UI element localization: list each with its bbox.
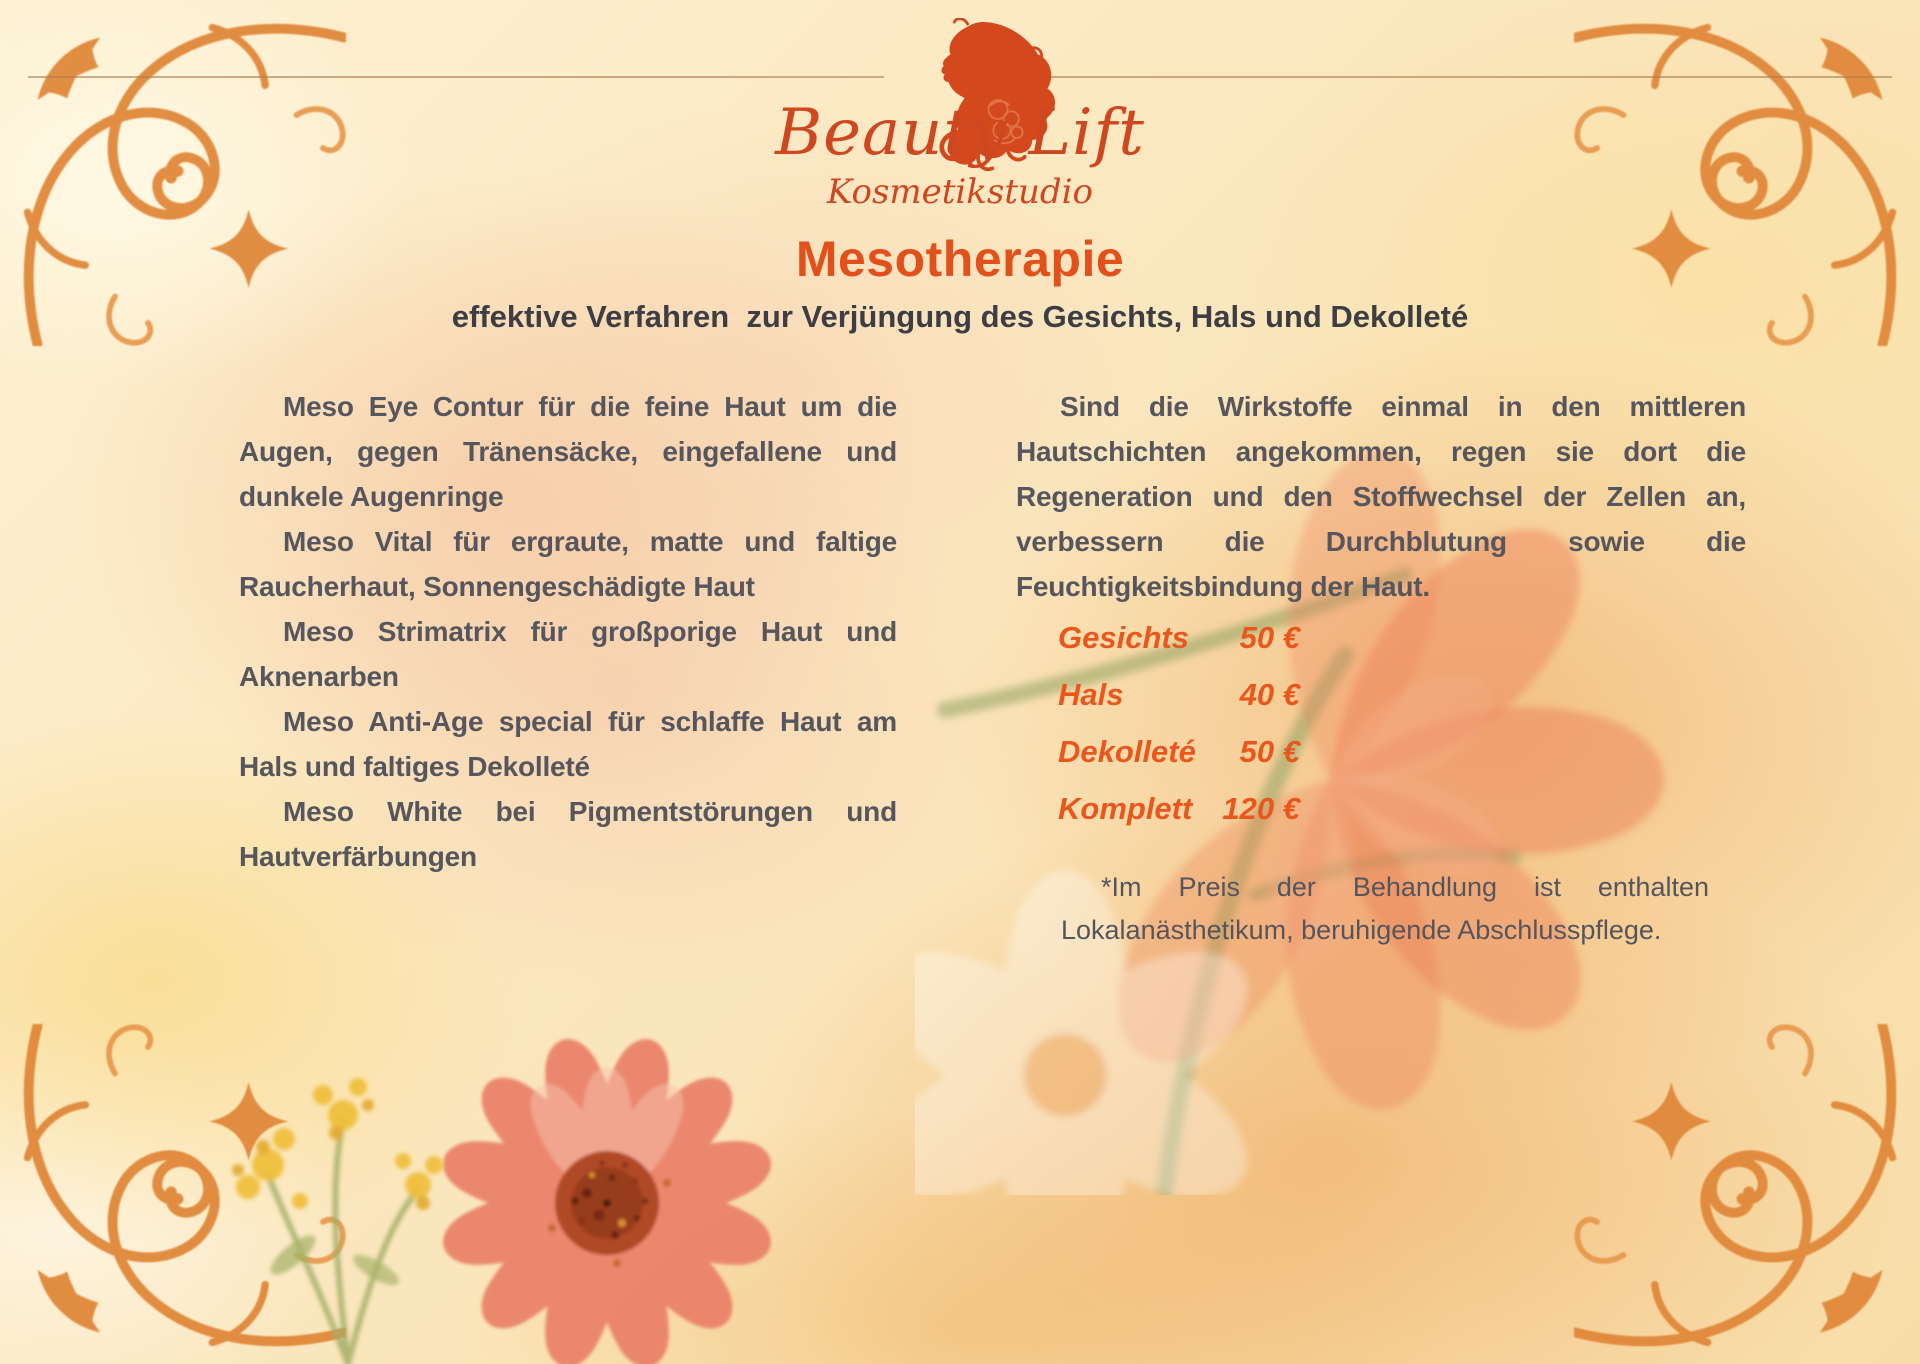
price-row (1058, 620, 1300, 656)
brand-script: Beauty Lift (775, 96, 1145, 170)
price-value: 50 € (1239, 734, 1300, 769)
price-label: Komplett (1058, 791, 1193, 826)
description-paragraph (1016, 384, 1746, 609)
service-paragraph (239, 609, 897, 699)
price-row (1058, 677, 1300, 713)
footnote-line: Lokalanästhetikum, beruhigende Abschlusspflege. (1061, 915, 1662, 945)
header-rule-right (1040, 76, 1892, 78)
body-line: Meso White bei Pigmentstörungen und (283, 796, 897, 827)
service-paragraph (239, 789, 897, 879)
price-row (1058, 791, 1300, 827)
body-line: Meso Anti-Age special für schlaffe Haut am (283, 706, 897, 737)
body-line: Sind die Wirkstoffe einmal in den mittleren (1060, 391, 1746, 422)
description-column (1016, 384, 1746, 609)
page-title: Mesotherapie (795, 231, 1125, 287)
body-line: Regeneration und den Stoffwechsel der Zellen an, (1016, 481, 1746, 512)
price-footnote (1061, 866, 1709, 952)
body-line: Hals und faltiges Dekolleté (239, 751, 590, 782)
page-subtitle: effektive Verfahren zur Verjüngung des Gesichts, Hals und Dekolleté (451, 299, 1469, 334)
price-label: Hals (1058, 677, 1124, 712)
watercolor-yellow-flowers-icon (118, 1025, 453, 1364)
brand-tagline: Kosmetikstudio (826, 172, 1094, 212)
footnote-line: *Im Preis der Behandlung ist enthalten (1101, 872, 1709, 902)
body-line: Aknenarben (239, 661, 399, 692)
service-paragraph (239, 519, 897, 609)
price-value: 50 € (1239, 620, 1300, 655)
body-line: Meso Vital für ergraute, matte und faltige (283, 526, 897, 557)
service-paragraph (239, 384, 897, 519)
body-line: Meso Eye Contur für die feine Haut um die (283, 391, 897, 422)
body-line: verbessern die Durchblutung sowie die (1016, 526, 1746, 557)
price-label: Dekolleté (1058, 734, 1196, 769)
body-line: Hautverfärbungen (239, 841, 477, 872)
body-line: Raucherhaut, Sonnengeschädigte Haut (239, 571, 755, 602)
service-paragraph (239, 699, 897, 789)
body-line: Meso Strimatrix für großporige Haut und (283, 616, 897, 647)
services-column (239, 384, 897, 879)
price-value: 120 € (1222, 791, 1300, 826)
price-value: 40 € (1239, 677, 1300, 712)
body-line: dunkele Augenringe (239, 481, 504, 512)
price-label: Gesichts (1058, 620, 1189, 655)
body-line: Feuchtigkeitsbindung der Haut. (1016, 571, 1431, 602)
body-line: Augen, gegen Tränensäcke, eingefallene und (239, 436, 897, 467)
price-list (1058, 620, 1300, 848)
body-line: Hautschichten angekommen, regen sie dort die (1016, 436, 1746, 467)
price-row (1058, 734, 1300, 770)
header-rule-left (28, 76, 884, 78)
